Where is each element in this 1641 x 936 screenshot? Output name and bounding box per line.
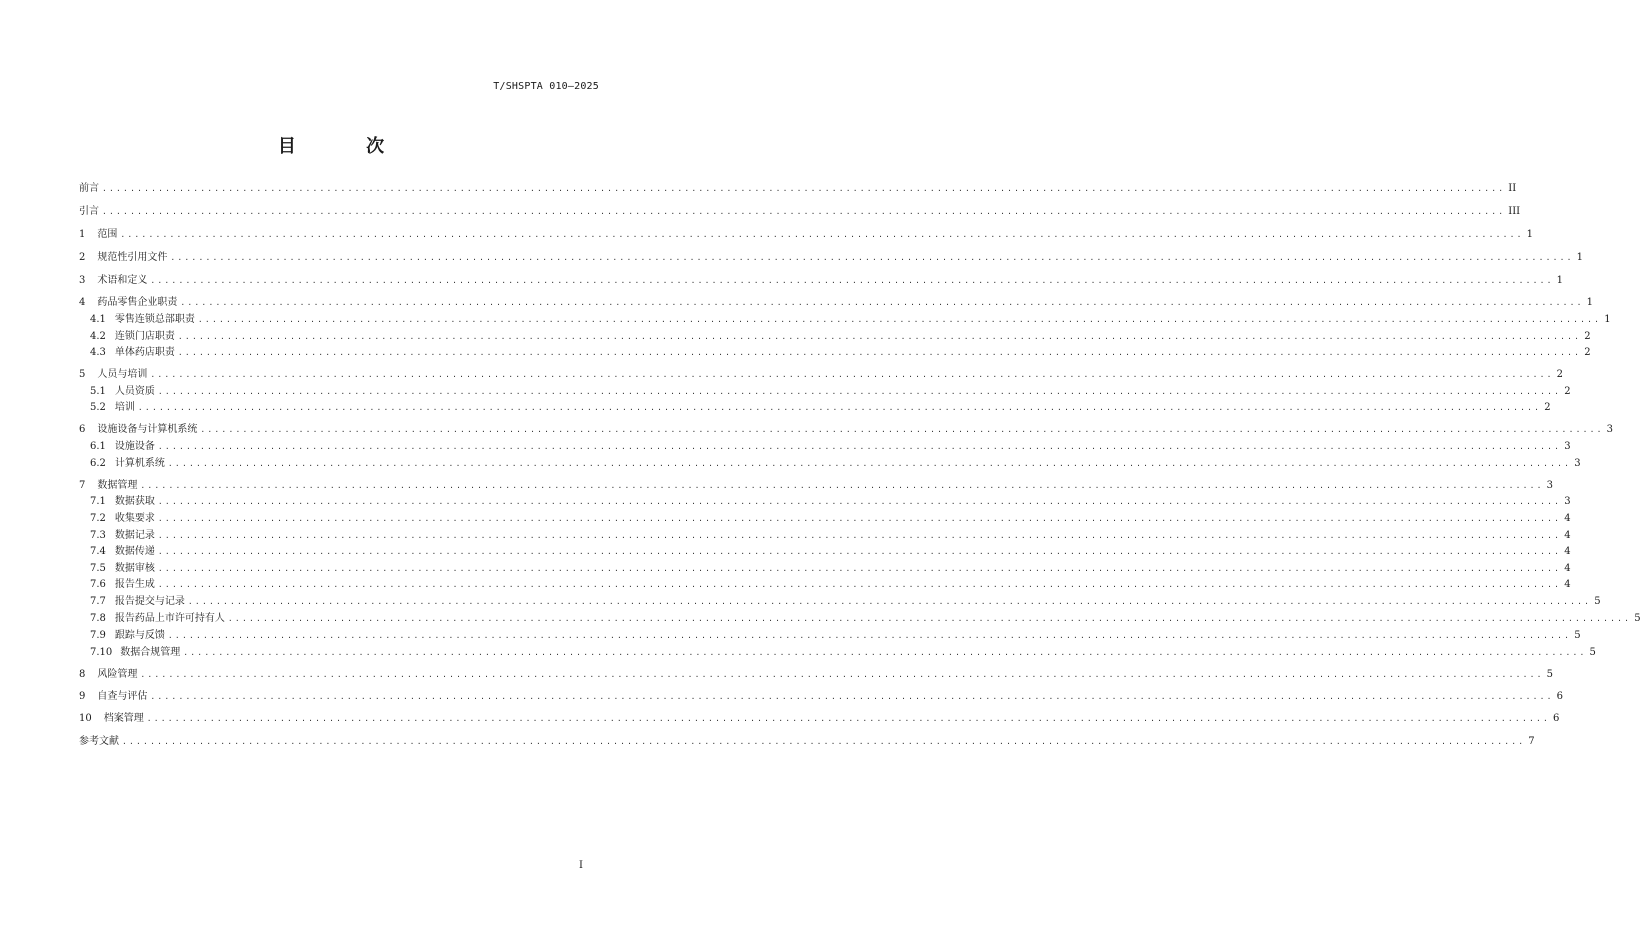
toc-entry-number: 10 bbox=[79, 713, 92, 724]
toc-entry[interactable] bbox=[79, 423, 1614, 437]
toc-leader-dots: ........................................................................................................................................................................................................ bbox=[150, 370, 1554, 379]
toc-entry-label: 前言 bbox=[79, 183, 99, 194]
toc-entry-number: 4.3 bbox=[90, 347, 106, 358]
toc-leader-dots: ........................................................................................................................................................................................................ bbox=[170, 253, 1574, 262]
toc-entry-number: 5.2 bbox=[90, 402, 106, 413]
toc-leader-dots: ........................................................................................................................................................................................................ bbox=[157, 564, 1562, 573]
toc-entry-label: 药品零售企业职责 bbox=[97, 297, 178, 308]
toc-entry-number: 5 bbox=[79, 369, 86, 380]
toc-entry[interactable] bbox=[90, 529, 1571, 543]
toc-leader-dots: ........................................................................................................................................................................................................ bbox=[183, 648, 1587, 657]
toc-entry-number: 1 bbox=[79, 229, 86, 240]
toc-entry-page: 3 bbox=[1574, 458, 1581, 469]
toc-entry-label: 设施设备与计算机系统 bbox=[97, 424, 198, 435]
toc-entry-label: 风险管理 bbox=[97, 669, 138, 680]
toc-entry-label: 设施设备 bbox=[114, 441, 155, 452]
toc-entry-page: 4 bbox=[1564, 530, 1571, 541]
toc-entry-page: 5 bbox=[1574, 630, 1581, 641]
toc-entry-number: 6 bbox=[79, 424, 86, 435]
toc-entry[interactable] bbox=[79, 205, 1521, 219]
toc-entry-number: 7.10 bbox=[90, 647, 113, 658]
toc-leader-dots: ........................................................................................................................................................................................................ bbox=[167, 631, 1572, 640]
toc-entry-number: 6.1 bbox=[90, 441, 106, 452]
toc-entry[interactable] bbox=[79, 690, 1564, 704]
toc-leader-dots: ........................................................................................................................................................................................................ bbox=[167, 459, 1572, 468]
toc-entry-page: 5 bbox=[1589, 647, 1596, 658]
toc-entry-label: 档案管理 bbox=[103, 713, 144, 724]
toc-entry-label: 计算机系统 bbox=[114, 458, 165, 469]
toc-leader-dots: ........................................................................................................................................................................................................ bbox=[157, 497, 1562, 506]
toc-entry-label: 数据记录 bbox=[114, 530, 155, 541]
toc-entry[interactable] bbox=[90, 330, 1591, 344]
toc-leader-dots: ........................................................................................................................................................................................................ bbox=[146, 714, 1551, 723]
toc-entry[interactable] bbox=[79, 479, 1554, 493]
toc-entry-label: 范围 bbox=[97, 229, 118, 240]
toc-entry-page: 2 bbox=[1584, 347, 1591, 358]
toc-entry[interactable] bbox=[79, 368, 1564, 382]
toc-entry[interactable] bbox=[79, 274, 1564, 288]
toc-entry-page: 7 bbox=[1528, 736, 1535, 747]
toc-entry-number: 7.3 bbox=[90, 530, 106, 541]
toc-leader-dots: ........................................................................................................................................................................................................ bbox=[227, 614, 1632, 623]
toc-leader-dots: ........................................................................................................................................................................................................ bbox=[150, 276, 1554, 285]
toc-entry-number: 6.2 bbox=[90, 458, 106, 469]
toc-entry-page: 3 bbox=[1546, 480, 1554, 491]
toc-entry[interactable] bbox=[90, 346, 1591, 360]
toc-entry-page: 3 bbox=[1606, 424, 1614, 435]
toc-leader-dots: ........................................................................................................................................................................................................ bbox=[197, 315, 1602, 324]
toc-entry-label: 数据合规管理 bbox=[120, 647, 181, 658]
toc-entry-page: 6 bbox=[1556, 691, 1564, 702]
toc-entry-page: 2 bbox=[1584, 331, 1591, 342]
toc-entry-number: 7.9 bbox=[90, 630, 106, 641]
toc-entry[interactable] bbox=[79, 735, 1535, 749]
toc-leader-dots: ........................................................................................................................................................................................................ bbox=[177, 332, 1582, 341]
toc-entry-label: 自查与评估 bbox=[97, 691, 148, 702]
toc-entry[interactable] bbox=[79, 712, 1560, 726]
toc-leader-dots: ........................................................................................................................................................................................................ bbox=[102, 207, 1506, 216]
document-code: T/SHSPTA 010—2025 bbox=[493, 81, 599, 92]
toc-entry-page: 4 bbox=[1564, 563, 1571, 574]
toc-entry-number: 7 bbox=[79, 480, 86, 491]
toc-leader-dots: ........................................................................................................................................................................................................ bbox=[140, 670, 1544, 679]
toc-leader-dots: ........................................................................................................................................................................................................ bbox=[102, 184, 1506, 193]
toc-entry-page: 6 bbox=[1553, 713, 1560, 724]
toc-leader-dots: ........................................................................................................................................................................................................ bbox=[120, 230, 1524, 239]
toc-leader-dots: ........................................................................................................................................................................................................ bbox=[157, 580, 1562, 589]
toc-entry-page: 4 bbox=[1564, 546, 1571, 557]
toc-entry-number: 9 bbox=[79, 691, 86, 702]
toc-entry-number: 7.4 bbox=[90, 546, 106, 557]
toc-entry-page: 1 bbox=[1556, 275, 1564, 286]
toc-leader-dots: ........................................................................................................................................................................................................ bbox=[157, 531, 1562, 540]
toc-entry-label: 人员与培训 bbox=[97, 369, 148, 380]
toc-entry-page: 2 bbox=[1556, 369, 1564, 380]
toc-entry-number: 7.8 bbox=[90, 613, 106, 624]
toc-entry[interactable] bbox=[90, 495, 1571, 509]
toc-entry[interactable] bbox=[90, 385, 1571, 399]
toc-entry[interactable] bbox=[90, 562, 1571, 576]
toc-entry-label: 单体药店职责 bbox=[114, 347, 175, 358]
toc-entry-label: 数据获取 bbox=[114, 496, 155, 507]
toc-entry-page: 5 bbox=[1634, 613, 1641, 624]
toc-entry[interactable] bbox=[79, 228, 1534, 242]
toc-entry-number: 7.1 bbox=[90, 496, 106, 507]
toc-leader-dots: ........................................................................................................................................................................................................ bbox=[157, 442, 1562, 451]
toc-entry-label: 零售连锁总部职责 bbox=[114, 314, 195, 325]
toc-leader-dots: ........................................................................................................................................................................................................ bbox=[187, 597, 1592, 606]
toc-entry-number: 7.2 bbox=[90, 513, 106, 524]
toc-entry[interactable] bbox=[90, 440, 1571, 454]
toc-entry[interactable] bbox=[90, 401, 1551, 415]
toc-entry-number: 7.5 bbox=[90, 563, 106, 574]
toc-entry[interactable] bbox=[90, 595, 1601, 609]
toc-entry-number: 8 bbox=[79, 669, 86, 680]
toc-entry-label: 连锁门店职责 bbox=[114, 331, 175, 342]
toc-entry-label: 参考文献 bbox=[79, 736, 119, 747]
toc-entry-label: 报告药品上市许可持有人 bbox=[114, 613, 225, 624]
toc-leader-dots: ........................................................................................................................................................................................................ bbox=[177, 348, 1582, 357]
toc-entry[interactable] bbox=[90, 646, 1596, 660]
toc-entry-label: 人员资质 bbox=[114, 386, 155, 397]
toc-entry-page: 1 bbox=[1586, 297, 1594, 308]
toc-entry[interactable] bbox=[90, 313, 1611, 327]
toc-entry[interactable] bbox=[79, 251, 1584, 265]
toc-entry-label: 报告提交与记录 bbox=[114, 596, 185, 607]
toc-entry-number: 4.1 bbox=[90, 314, 106, 325]
toc-leader-dots: ........................................................................................................................................................................................................ bbox=[150, 692, 1554, 701]
toc-entry-number: 5.1 bbox=[90, 386, 106, 397]
toc-entry-page: 1 bbox=[1576, 252, 1584, 263]
toc-leader-dots: ........................................................................................................................................................................................................ bbox=[200, 425, 1604, 434]
toc-leader-dots: ........................................................................................................................................................................................................ bbox=[180, 298, 1584, 307]
toc-entry[interactable] bbox=[90, 629, 1581, 643]
toc-entry-label: 数据传递 bbox=[114, 546, 155, 557]
toc-leader-dots: ........................................................................................................................................................................................................ bbox=[157, 387, 1562, 396]
toc-entry-page: II bbox=[1508, 183, 1517, 194]
toc-entry-page: 2 bbox=[1544, 402, 1551, 413]
toc-entry[interactable] bbox=[90, 578, 1571, 592]
toc-entry-page: 4 bbox=[1564, 513, 1571, 524]
toc-entry-number: 4 bbox=[79, 297, 86, 308]
toc-entry[interactable] bbox=[90, 457, 1581, 471]
toc-entry-page: 3 bbox=[1564, 496, 1571, 507]
toc-entry-label: 术语和定义 bbox=[97, 275, 148, 286]
toc-entry-page: 1 bbox=[1604, 314, 1611, 325]
toc-entry-page: 3 bbox=[1564, 441, 1571, 452]
toc-entry-label: 引言 bbox=[79, 206, 99, 217]
toc-entry-label: 收集要求 bbox=[114, 513, 155, 524]
footer-page-number: I bbox=[579, 860, 583, 871]
toc-entry-label: 跟踪与反馈 bbox=[114, 630, 165, 641]
toc-entry[interactable] bbox=[79, 296, 1594, 310]
toc-entry-number: 7.7 bbox=[90, 596, 106, 607]
toc-entry-number: 7.6 bbox=[90, 579, 106, 590]
toc-leader-dots: ........................................................................................................................................................................................................ bbox=[157, 547, 1562, 556]
toc-leader-dots: ........................................................................................................................................................................................................ bbox=[140, 481, 1544, 490]
toc-entry-label: 数据管理 bbox=[97, 480, 138, 491]
toc-entry[interactable] bbox=[79, 668, 1554, 682]
toc-entry-page: 2 bbox=[1564, 386, 1571, 397]
toc-entry-label: 培训 bbox=[114, 402, 135, 413]
toc-entry-number: 3 bbox=[79, 275, 86, 286]
toc-leader-dots: ........................................................................................................................................................................................................ bbox=[137, 403, 1542, 412]
toc-leader-dots: ........................................................................................................................................................................................................ bbox=[122, 737, 1526, 746]
toc-entry-page: 4 bbox=[1564, 579, 1571, 590]
toc-entry[interactable] bbox=[90, 612, 1641, 626]
toc-entry-page: 1 bbox=[1526, 229, 1534, 240]
toc-entry-number: 2 bbox=[79, 252, 86, 263]
toc-entry[interactable] bbox=[79, 182, 1517, 196]
toc-entry-label: 规范性引用文件 bbox=[97, 252, 168, 263]
toc-entry[interactable] bbox=[90, 512, 1571, 526]
toc-entry-page: III bbox=[1508, 206, 1521, 217]
toc-entry-label: 数据审核 bbox=[114, 563, 155, 574]
toc-entry-label: 报告生成 bbox=[114, 579, 155, 590]
toc-entry-page: 5 bbox=[1546, 669, 1554, 680]
toc-entry-number: 4.2 bbox=[90, 331, 106, 342]
toc-leader-dots: ........................................................................................................................................................................................................ bbox=[157, 514, 1562, 523]
toc-entry[interactable] bbox=[90, 545, 1571, 559]
toc-entry-page: 5 bbox=[1594, 596, 1601, 607]
toc-title: 目 次 bbox=[277, 136, 417, 157]
